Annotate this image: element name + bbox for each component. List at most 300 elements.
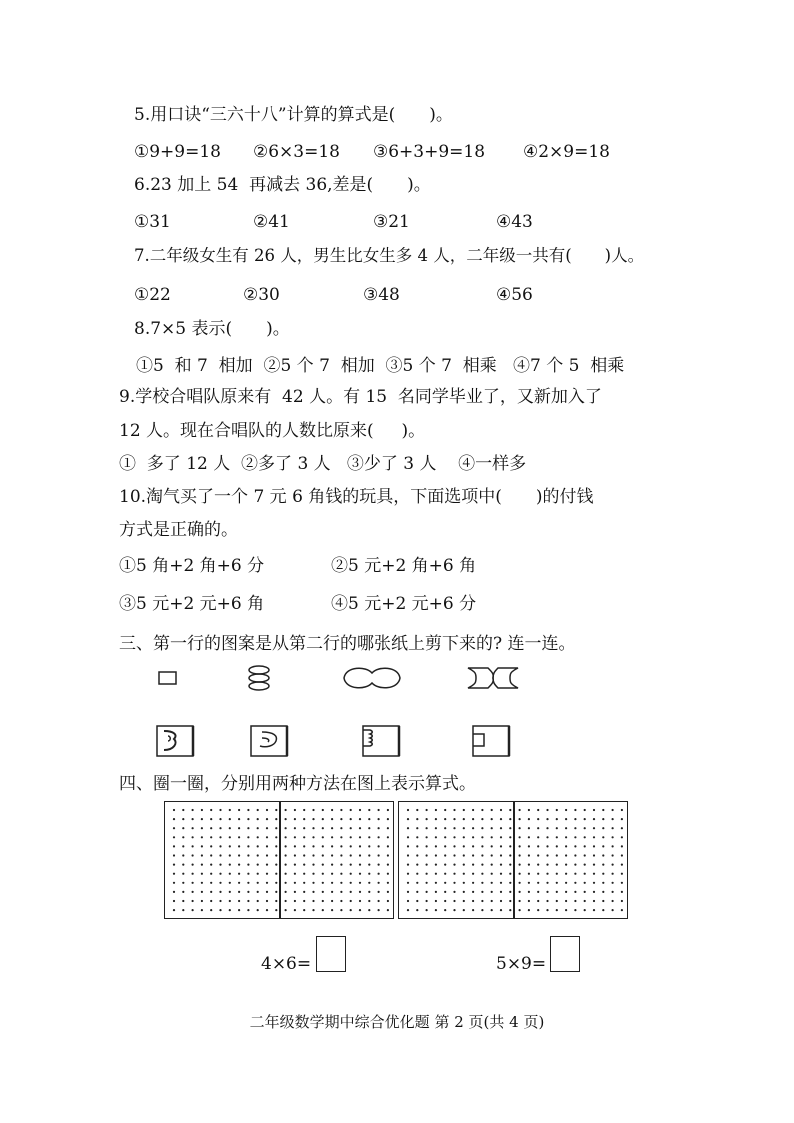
cutout-stacked-ovals [244,664,274,694]
grid-dot [322,873,324,875]
grid-dot [593,827,595,829]
grid-dot [331,845,333,847]
grid-dot [519,827,521,829]
grid-dot [201,845,203,847]
grid-dot [275,873,277,875]
grid-dot [426,809,428,811]
grid-dot [312,809,314,811]
grid-dot [210,900,212,902]
grid-dot [537,827,539,829]
grid-dot [312,827,314,829]
grid-dot [556,827,558,829]
grid-dot [537,809,539,811]
grid-dot [350,873,352,875]
grid-dot [173,845,175,847]
grid-dot [621,827,623,829]
grid-dot [331,873,333,875]
grid-dot [463,891,465,893]
grid-dot [453,873,455,875]
grid-dot [368,827,370,829]
answer-box-1[interactable] [316,936,346,972]
grid-dot [472,854,474,856]
grid-dot [556,873,558,875]
grid-dot [219,900,221,902]
grid-dot [509,836,511,838]
grid-dot [201,891,203,893]
grid-dot [247,873,249,875]
grid-dot [453,845,455,847]
grid-dot [350,827,352,829]
grid-dot [229,900,231,902]
grid-dot [219,827,221,829]
answer-box-2[interactable] [550,936,580,972]
grid-dot [593,873,595,875]
grid-dot [407,864,409,866]
grid-dot [621,818,623,820]
grid-dot [257,845,259,847]
grid-dot [426,827,428,829]
grid-dot [285,891,287,893]
grid-dot [472,864,474,866]
grid-dot [453,818,455,820]
grid-dot [537,909,539,911]
grid-dot [407,882,409,884]
grid-dot [500,909,502,911]
grid-dot [528,900,530,902]
grid-dot [621,836,623,838]
grid-dot [331,854,333,856]
grid-dot [565,854,567,856]
grid-dot [472,909,474,911]
grid-dot [266,891,268,893]
grid-dot [444,854,446,856]
grid-dot [340,854,342,856]
grid-dot [331,882,333,884]
grid-dot [537,836,539,838]
grid-dot [491,836,493,838]
grid-dot [368,845,370,847]
grid-dot [574,809,576,811]
grid-dot [201,854,203,856]
grid-dot [584,809,586,811]
grid-dot [519,864,521,866]
q8-options: ①5 和 7 相加 ②5 个 7 相加 ③5 个 7 相乘 ④7 个 5 相乘 [136,356,625,376]
grid-dot [509,818,511,820]
grid-dot [285,882,287,884]
grid-dot [612,909,614,911]
grid-dot [472,827,474,829]
grid-dot [322,891,324,893]
equation-1: 4×6= [261,954,312,974]
grid-dot [453,809,455,811]
grid-dot [565,909,567,911]
grid-dot [340,827,342,829]
grid-dot [219,818,221,820]
grid-dot [602,854,604,856]
grid-dot [574,882,576,884]
grid-dot [322,854,324,856]
grid-dot [322,882,324,884]
q6-option-4: ④43 [496,212,533,232]
grid-dot [453,891,455,893]
grid-dot [435,845,437,847]
grid-dot [621,854,623,856]
grid-dot [387,900,389,902]
grid-dot [368,909,370,911]
grid-dot [444,818,446,820]
grid-dot [257,864,259,866]
grid-dot [435,873,437,875]
grid-dot [481,845,483,847]
grid-dot [481,827,483,829]
grid-dot [565,809,567,811]
grid-dot [340,900,342,902]
grid-dot [556,845,558,847]
grid-dot [285,909,287,911]
grid-dot [359,809,361,811]
grid-dot [378,836,380,838]
grid-dot [387,854,389,856]
grid-dot [331,891,333,893]
grid-dot [602,900,604,902]
grid-dot [210,864,212,866]
cutout-bow-shape [462,662,524,694]
grid-dot [294,882,296,884]
grid-dot [192,845,194,847]
grid-dot [556,864,558,866]
folded-paper-1 [154,722,200,762]
grid-dot [584,827,586,829]
grid-dot [294,891,296,893]
grid-dot [257,836,259,838]
grid-dot [426,882,428,884]
grid-dot [173,873,175,875]
grid-dot [229,891,231,893]
grid-dot [444,827,446,829]
grid-dot [463,836,465,838]
grid-dot [472,891,474,893]
grid-dot [509,873,511,875]
grid-dot [219,864,221,866]
grid-dot [238,909,240,911]
grid-dot [500,891,502,893]
grid-dot [247,836,249,838]
grid-dot [238,864,240,866]
grid-dot [387,891,389,893]
q6-option-1: ①31 [134,212,171,232]
grid-dot [182,900,184,902]
grid-dot [340,909,342,911]
grid-dot [303,854,305,856]
grid-dot [322,900,324,902]
grid-dot [500,873,502,875]
grid-dot [435,900,437,902]
grid-dot [593,882,595,884]
grid-dot [387,882,389,884]
grid-dot [416,836,418,838]
grid-dot [182,809,184,811]
grid-dot [593,818,595,820]
grid-dot [500,882,502,884]
grid-dot [612,818,614,820]
grid-dot [210,891,212,893]
grid-dot [556,836,558,838]
dots-right [399,802,627,918]
grid-dot [229,882,231,884]
grid-dot [463,882,465,884]
grid-dot [472,845,474,847]
grid-dot [519,854,521,856]
grid-dot [612,900,614,902]
grid-dot [426,836,428,838]
grid-dot [266,845,268,847]
grid-dot [210,836,212,838]
grid-dot [546,818,548,820]
grid-dot [340,882,342,884]
grid-dot [472,818,474,820]
grid-dot [303,809,305,811]
grid-dot [574,891,576,893]
grid-dot [407,909,409,911]
grid-dot [368,882,370,884]
grid-dot [509,900,511,902]
grid-dot [238,827,240,829]
grid-dot [546,882,548,884]
grid-dot [481,809,483,811]
grid-dot [266,882,268,884]
grid-dot [322,827,324,829]
grid-dot [426,891,428,893]
grid-dot [368,873,370,875]
grid-dot [574,836,576,838]
grid-dot [546,845,548,847]
grid-dot [192,909,194,911]
grid-dot [546,900,548,902]
grid-dot [229,854,231,856]
grid-dot [312,845,314,847]
grid-dot [528,854,530,856]
grid-dot [546,909,548,911]
grid-dot [584,882,586,884]
grid-dot [285,864,287,866]
grid-dot [378,854,380,856]
grid-dot [322,864,324,866]
grid-dot [331,836,333,838]
grid-dot [368,900,370,902]
grid-dot [378,891,380,893]
grid-dot [416,891,418,893]
grid-dot [247,882,249,884]
grid-dot [435,854,437,856]
grid-dot [444,845,446,847]
grid-dot [556,891,558,893]
grid-dot [602,836,604,838]
grid-dot [359,827,361,829]
grid-dot [229,873,231,875]
grid-dot [266,900,268,902]
grid-dot [266,827,268,829]
grid-dot [192,854,194,856]
grid-dot [247,909,249,911]
grid-dot [546,827,548,829]
grid-dot [275,864,277,866]
grid-dot [472,882,474,884]
grid-dot [182,873,184,875]
grid-dot [593,864,595,866]
grid-dot [359,864,361,866]
grid-dot [387,818,389,820]
grid-dot [285,854,287,856]
grid-dot [350,882,352,884]
grid-dot [350,891,352,893]
grid-dot [500,900,502,902]
grid-dot [247,845,249,847]
grid-dot [275,909,277,911]
section-3-title: 三、第一行的图案是从第二行的哪张纸上剪下来的? 连一连。 [119,634,576,654]
grid-dot [519,909,521,911]
grid-dot [238,854,240,856]
grid-dot [612,809,614,811]
grid-dot [491,809,493,811]
grid-dot [359,818,361,820]
grid-dot [182,909,184,911]
grid-dot [612,845,614,847]
q6-option-2: ②41 [253,212,290,232]
grid-dot [602,909,604,911]
grid-dot [612,836,614,838]
grid-dot [294,809,296,811]
grid-dot [602,827,604,829]
grid-dot [294,836,296,838]
grid-dot [331,864,333,866]
grid-dot [593,836,595,838]
grid-dot [285,827,287,829]
cutout-small-rectangle [155,668,181,688]
grid-dot [574,864,576,866]
grid-dot [565,836,567,838]
grid-dot [537,818,539,820]
grid-dot [565,891,567,893]
grid-dot [519,891,521,893]
grid-dot [266,854,268,856]
grid-dot [565,882,567,884]
grid-dot [509,845,511,847]
grid-dot [463,809,465,811]
grid-dot [238,891,240,893]
grid-dot [602,845,604,847]
folded-paper-3 [360,720,406,762]
grid-dot [556,909,558,911]
grid-dot [435,836,437,838]
folded-paper-4 [470,722,516,762]
grid-dot [378,873,380,875]
grid-dot [584,818,586,820]
grid-dot [322,845,324,847]
grid-dot [435,864,437,866]
grid-dot [229,864,231,866]
grid-dot [407,818,409,820]
grid-dot [621,900,623,902]
q7-option-3: ③48 [363,285,400,305]
grid-dot [444,891,446,893]
grid-dot [229,836,231,838]
grid-dot [219,845,221,847]
grid-dot [257,854,259,856]
question-5: 5.用口诀“三六十八”计算的算式是( )。 [134,105,453,125]
grid-dot [491,882,493,884]
grid-dot [182,882,184,884]
grid-dot [444,882,446,884]
grid-dot [556,900,558,902]
grid-dot [416,909,418,911]
question-10-line-2: 方式是正确的。 [119,520,238,540]
grid-dot [491,845,493,847]
grid-dot [481,891,483,893]
grid-dot [612,854,614,856]
grid-dot [312,836,314,838]
grid-dot [350,900,352,902]
grid-dot [294,900,296,902]
grid-dot [509,909,511,911]
grid-dot [294,854,296,856]
grid-dot [192,818,194,820]
grid-dot [574,909,576,911]
q7-option-2: ②30 [243,285,280,305]
grid-dot [303,827,305,829]
grid-dot [621,891,623,893]
grid-dot [528,818,530,820]
grid-dot [210,827,212,829]
grid-dot [481,882,483,884]
grid-dot [219,882,221,884]
grid-dot [387,864,389,866]
grid-dot [537,873,539,875]
q5-option-2: ②6×3=18 [253,142,340,162]
grid-dot [238,873,240,875]
grid-dot [593,900,595,902]
grid-dot [294,873,296,875]
grid-dot [481,873,483,875]
grid-dot [453,836,455,838]
grid-dot [275,845,277,847]
grid-dot [340,818,342,820]
grid-dot [210,818,212,820]
grid-dot [593,909,595,911]
q9-options: ① 多了 12 人 ②多了 3 人 ③少了 3 人 ④一样多 [119,454,527,474]
grid-dot [621,882,623,884]
grid-dot [182,854,184,856]
grid-dot [359,882,361,884]
grid-dot [229,818,231,820]
grid-dot [219,809,221,811]
grid-dot [528,909,530,911]
grid-dot [350,854,352,856]
grid-dot [182,864,184,866]
grid-dot [565,864,567,866]
folded-paper-2 [248,722,294,762]
grid-dot [519,900,521,902]
grid-dot [612,891,614,893]
grid-dot [331,827,333,829]
grid-dot [275,854,277,856]
grid-dot [340,845,342,847]
grid-dot [331,909,333,911]
grid-dot [210,845,212,847]
grid-dot [565,900,567,902]
grid-dot [359,845,361,847]
grid-dot [340,873,342,875]
grid-dot [546,864,548,866]
